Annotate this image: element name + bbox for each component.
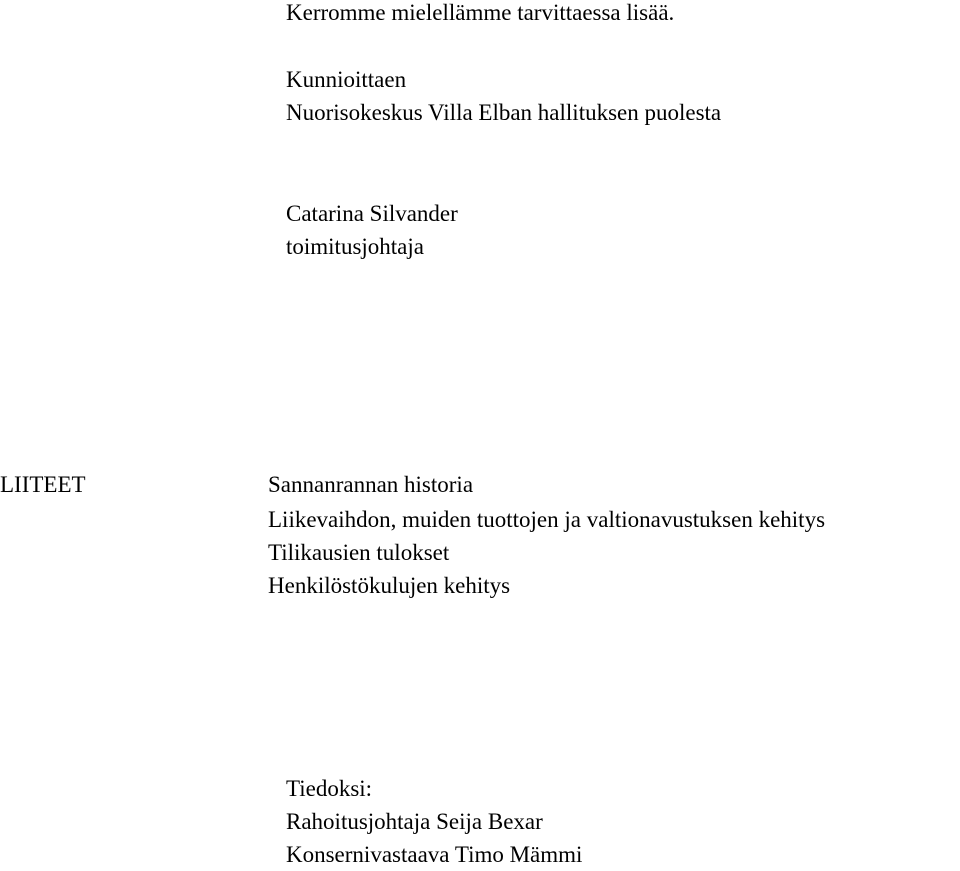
signer-title: toimitusjohtaja bbox=[286, 234, 424, 259]
attachment-item: Tilikausien tulokset bbox=[268, 540, 450, 565]
on-behalf-of: Nuorisokeskus Villa Elban hallituksen puolesta bbox=[286, 100, 722, 125]
copies-heading: Tiedoksi: bbox=[286, 776, 373, 801]
signer-name: Catarina Silvander bbox=[286, 201, 458, 226]
attachment-item: Sannanrannan historia bbox=[268, 472, 474, 497]
closing-sentence: Kerromme mielellämme tarvittaessa lisää. bbox=[286, 0, 675, 25]
copy-recipient: Konsernivastaava Timo Mämmi bbox=[286, 842, 583, 867]
copy-recipient: Rahoitusjohtaja Seija Bexar bbox=[286, 809, 543, 834]
attachments-heading: LIITEET bbox=[0, 472, 86, 497]
salutation: Kunnioittaen bbox=[286, 67, 407, 92]
attachment-item: Liikevaihdon, muiden tuottojen ja valtionavustuksen kehitys bbox=[268, 507, 826, 532]
attachment-item: Henkilöstökulujen kehitys bbox=[268, 573, 511, 598]
